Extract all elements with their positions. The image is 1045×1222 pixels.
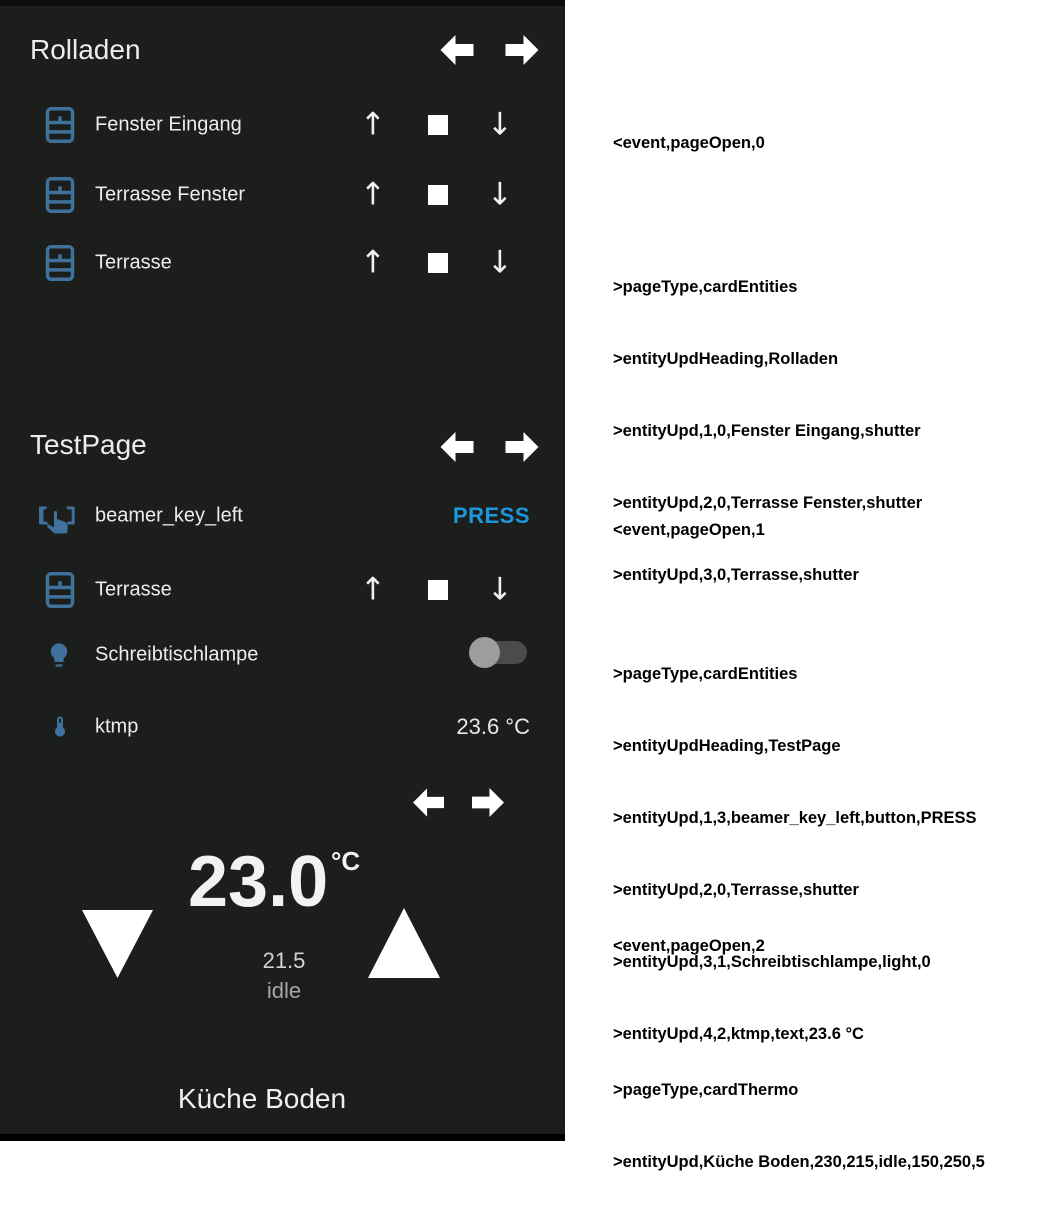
log-line: >entityUpd,2,0,Terrasse,shutter [613,881,859,899]
light-toggle-switch[interactable] [473,641,527,664]
entity-label: Terrasse Fenster [95,183,246,206]
log-line: >entityUpd,3,0,Terrasse,shutter [613,566,859,584]
entity-row-ktmp [0,705,565,749]
shutter-down-button[interactable]: ↓ [487,571,513,608]
thermo-unit: °C [331,846,361,876]
shutter-stop-button[interactable] [428,185,448,205]
log-gap [613,1006,985,1030]
prev-page-arrow-icon[interactable] [440,35,474,65]
shutter-up-button[interactable]: ↑ [360,244,386,281]
gesture-tap-button-icon [37,499,77,535]
log-gap [613,203,922,227]
shutter-stop-button[interactable] [428,580,448,600]
thermo-entity-name: Küche Boden [177,1083,347,1114]
log-line: >entityUpdHeading,TestPage [613,737,841,755]
entity-label: beamer_key_left [95,504,243,527]
prev-page-arrow-icon[interactable] [440,432,474,462]
entity-label: ktmp [95,715,139,738]
thermo-state: idle [266,978,302,1003]
log-line: >entityUpd,2,0,Terrasse Fenster,shutter [613,494,923,512]
log-line: >entityUpd,4,2,ktmp,text,23.6 °C [613,1025,864,1043]
next-page-arrow-icon[interactable] [505,432,539,462]
entity-label: Terrasse [95,251,172,274]
shutter-stop-button[interactable] [428,253,448,273]
window-shutter-icon [45,106,75,144]
entity-label: Terrasse [95,578,172,601]
shutter-up-button[interactable]: ↑ [360,106,386,143]
entity-label: Fenster Eingang [95,113,242,136]
shutter-down-button[interactable]: ↓ [487,176,513,213]
log-gap [613,590,977,614]
entity-row-terrasse [0,241,565,285]
log-line: >entityUpd,3,1,Schreibtischlampe,light,0 [613,953,931,971]
lightbulb-icon [45,639,73,671]
entity-row-terrasse-2 [0,568,565,612]
log-line: <event,pageOpen,1 [613,521,765,539]
thermometer-icon [48,711,72,742]
thermo-current-temperature: 23.0 [188,842,329,922]
temperature-value: 23.6 °C [456,714,530,739]
shutter-up-button[interactable]: ↑ [360,176,386,213]
entity-row-beamer-key-left [0,494,565,538]
log-line: >entityUpd,Küche Boden,230,215,idle,150,250,5 [613,1153,985,1171]
shutter-stop-button[interactable] [428,115,448,135]
log-line: <event,pageOpen,0 [613,134,765,152]
screen-top-edge [0,0,565,6]
entity-row-terrasse-fenster [0,173,565,217]
thermo-decrease-button[interactable] [82,910,153,978]
next-page-arrow-icon[interactable] [472,787,504,818]
toggle-knob[interactable] [469,637,500,668]
prev-page-arrow-icon[interactable] [413,787,444,818]
log-line: >entityUpdHeading,Rolladen [613,350,839,368]
thermo-setpoint: 21.5 [262,948,306,973]
page-title-testpage: TestPage [30,429,147,460]
press-button[interactable]: PRESS [452,503,530,528]
entity-row-fenster-eingang [0,103,565,147]
window-shutter-icon [45,571,75,609]
page-title-rolladen: Rolladen [30,34,141,65]
entity-label: Schreibtischlampe [95,643,259,666]
window-shutter-icon [45,176,75,214]
log-line: >pageType,cardThermo [613,1081,799,1099]
window-shutter-icon [45,244,75,282]
log-block-page2 [613,886,985,1222]
shutter-down-button[interactable]: ↓ [487,244,513,281]
log-line: >pageType,cardEntities [613,665,798,683]
log-line: <event,pageOpen,2 [613,937,765,955]
log-line: >entityUpd,1,3,beamer_key_left,button,PRESS [613,809,977,827]
screen-bottom-edge [0,1134,565,1141]
log-line: >entityUpd,1,0,Fenster Eingang,shutter [613,422,921,440]
shutter-down-button[interactable]: ↓ [487,106,513,143]
next-page-arrow-icon[interactable] [505,35,539,65]
shutter-up-button[interactable]: ↑ [360,571,386,608]
log-line: >pageType,cardEntities [613,278,798,296]
